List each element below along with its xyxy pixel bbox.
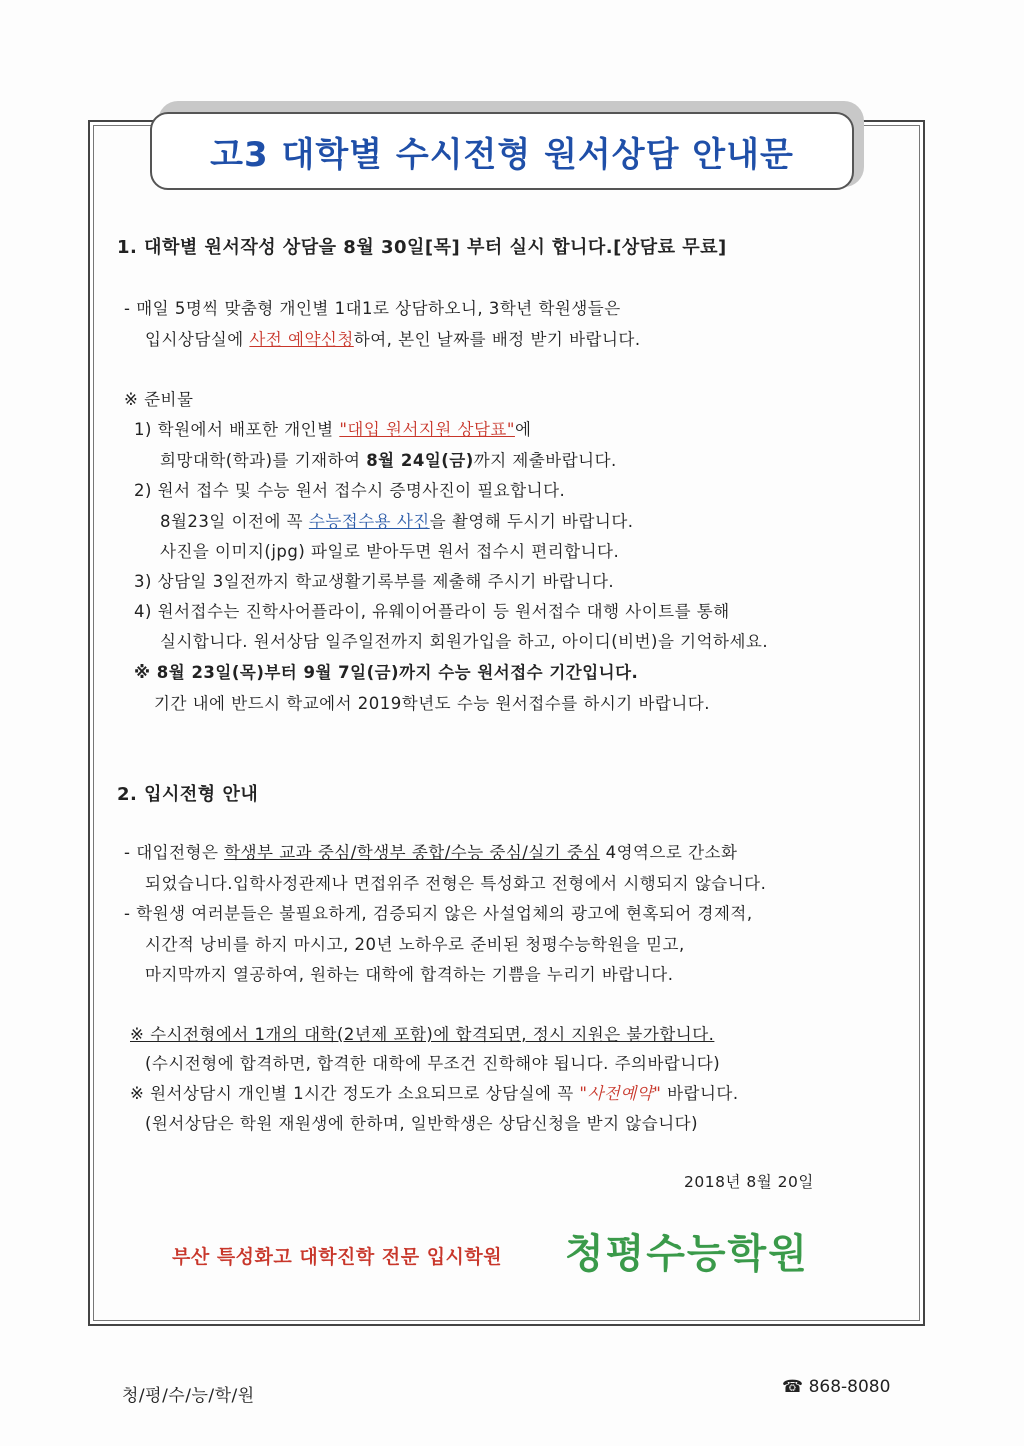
four-areas-underline: 학생부 교과 중심/학생부 종합/수능 중심/실기 중심	[224, 843, 600, 862]
section2-heading: 2. 입시전형 안내	[117, 784, 259, 805]
section1-heading: 1. 대학별 원서작성 상담을 8월 30일[목] 부터 실시 합니다.[상담료 무료]	[117, 237, 727, 258]
title-box	[150, 112, 854, 190]
section2-note2b: (원서상담은 학원 재원생에 한하며, 일반학생은 상담신청을 받지 않습니다)	[145, 1114, 699, 1133]
prep-item-1	[134, 416, 531, 440]
exam-period-note-b: 기간 내에 반드시 학교에서 2019학년도 수능 원서접수를 하시기 바랍니다.	[154, 694, 710, 713]
document-date: 2018년 8월 20일	[684, 1173, 814, 1191]
text: 을 촬영해 두시기 바랍니다.	[429, 512, 634, 531]
section2-para2: - 학원생 여러분들은 불필요하게, 검증되지 않은 사설업체의 광고에 현혹되어 경제적,	[124, 904, 753, 923]
text: 희망대학(학과)를 기재하여	[160, 451, 367, 470]
text: ※ 원서상담시 개인별 1시간 정도가 소요되므로 상담실에 꼭	[130, 1084, 580, 1103]
text: 하여, 본인 날짜를 배정 받기 바랍니다.	[353, 330, 641, 349]
text: 에	[514, 420, 532, 439]
org-name: 청평수능학원	[565, 1231, 809, 1277]
section1-para-line1: - 매일 5명씩 맞춤형 개인별 1대1로 상담하오니, 3학년 학원생들은	[124, 299, 621, 318]
section1-para-line2	[145, 326, 641, 350]
page-title: 고3 대학별 수시전형 원서상담 안내문	[210, 134, 794, 175]
text: 4영역으로 간소화	[599, 843, 738, 862]
deadline-emphasis: 8월 24일(금)	[366, 451, 474, 470]
footer-academy-name: 청/평/수/능/학/원	[122, 1386, 255, 1406]
photo-emphasis: 수능접수용 사진	[308, 512, 430, 531]
prep-item-4b: 실시합니다. 원서상담 일주일전까지 회원가입을 하고, 아이디(비번)을 기억하세요.	[160, 632, 769, 651]
consult-form-emphasis: "대입 원서지원 상담표"	[339, 420, 515, 439]
phone-icon: ☎	[782, 1377, 804, 1397]
prep-item-2b	[160, 508, 634, 532]
reservation-emphasis: 사전 예약신청	[249, 330, 354, 349]
prep-item-4: 4) 원서접수는 진학사어플라이, 유웨이어플라이 등 원서접수 대행 사이트를 통해	[134, 602, 730, 621]
prep-item-2: 2) 원서 접수 및 수능 원서 접수시 증명사진이 필요합니다.	[134, 481, 566, 500]
text: 바랍니다.	[661, 1084, 739, 1103]
org-tagline: 부산 특성화고 대학진학 전문 입시학원	[172, 1246, 503, 1268]
prep-item-2c: 사진을 이미지(jpg) 파일로 받아두면 원서 접수시 편리합니다.	[160, 542, 620, 561]
text: 1) 학원에서 배포한 개인별	[134, 420, 340, 439]
text: 까지 제출바랍니다.	[473, 451, 617, 470]
phone-number: 868-8080	[808, 1377, 891, 1397]
section2-note2	[130, 1080, 739, 1104]
section2-para2c: 마지막까지 열공하여, 원하는 대학에 합격하는 기쁨을 누리기 바랍니다.	[145, 965, 674, 984]
section2-para2b: 시간적 낭비를 하지 마시고, 20년 노하우로 준비된 청평수능학원을 믿고,	[145, 935, 685, 954]
text: 입시상담실에	[145, 330, 250, 349]
section2-note1: ※ 수시전형에서 1개의 대학(2년제 포함)에 합격되면, 정시 지원은 불가합니다.	[130, 1025, 715, 1044]
section2-para1b: 되었습니다.입학사정관제나 면접위주 전형은 특성화고 전형에서 시행되지 않습니다.	[145, 874, 767, 893]
exam-period-note: ※ 8월 23일(목)부터 9월 7일(금)까지 수능 원서접수 기간입니다.	[134, 663, 639, 682]
text: - 대입전형은	[124, 843, 225, 862]
prep-title: ※ 준비물	[124, 390, 194, 409]
prep-item-3: 3) 상담일 3일전까지 학교생활기록부를 제출해 주시기 바랍니다.	[134, 572, 615, 591]
text: 8월23일 이전에 꼭	[160, 512, 309, 531]
section2-note1b: (수시전형에 합격하면, 합격한 대학에 무조건 진학해야 됩니다. 주의바랍니다)	[145, 1054, 721, 1073]
prep-item-1b	[160, 447, 617, 471]
section2-para1	[124, 839, 737, 863]
footer-phone	[782, 1377, 890, 1397]
pre-reservation-emphasis: "사전예약"	[579, 1084, 662, 1103]
